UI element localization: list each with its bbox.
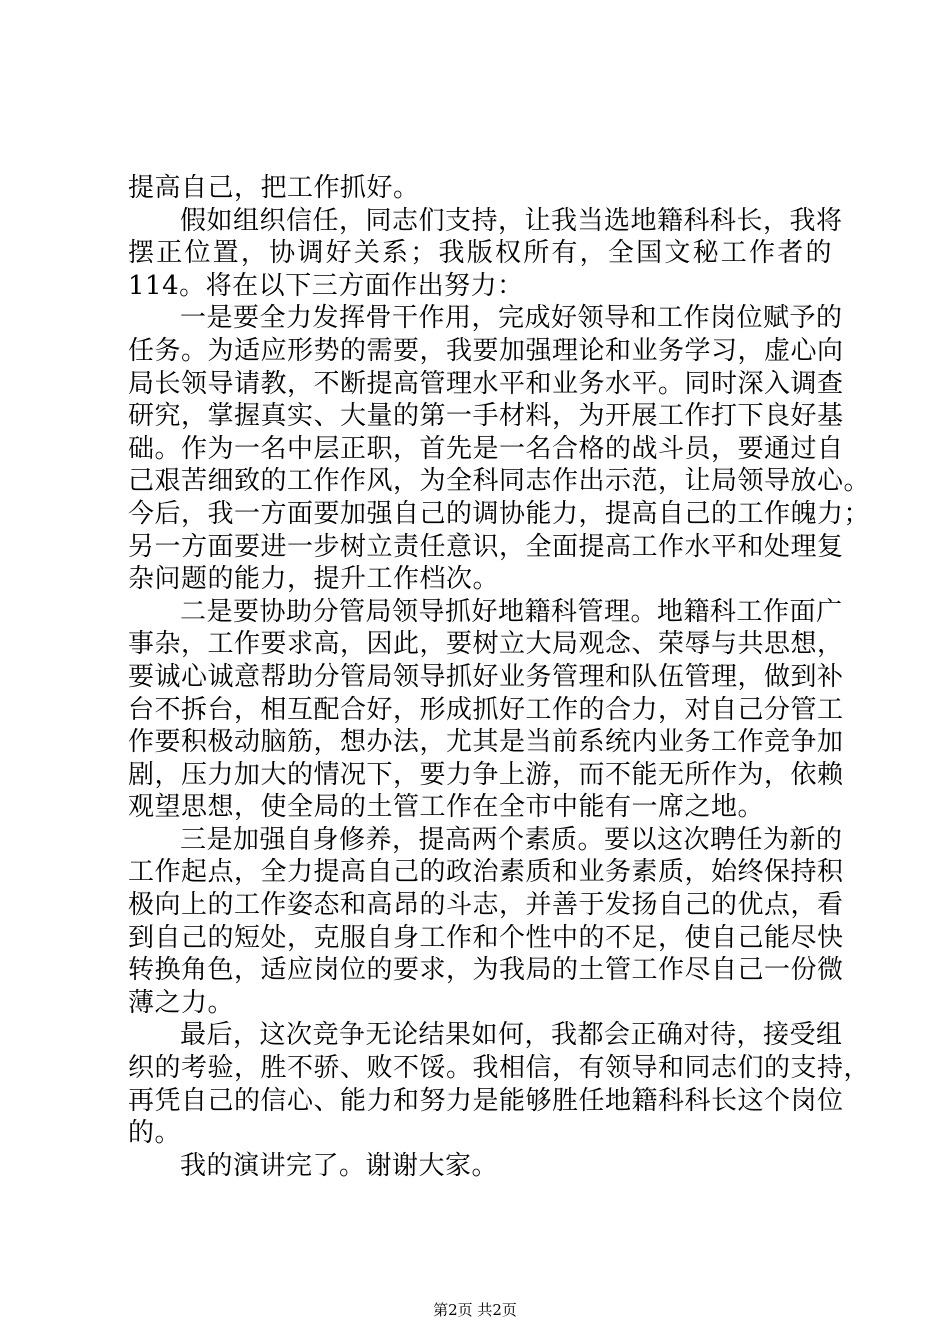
text-line: 局长领导请教，不断提高管理水平和业务水平。同时深入调查 — [128, 368, 844, 399]
text-line: 到自己的短处，克服自身工作和个性中的不足，使自己能尽快 — [128, 922, 844, 953]
text-line: 任务。为适应形势的需要，我要加强理论和业务学习，虚心向 — [128, 335, 844, 366]
text-line: 台不拆台，相互配合好，形成抓好工作的合力，对自己分管工 — [128, 694, 844, 725]
text-line: 剧，压力加大的情况下，要力争上游，而不能无所作为，依赖 — [128, 759, 844, 790]
text-line: 今后，我一方面要加强自己的调协能力，提高自己的工作魄力； — [128, 498, 871, 529]
text-line: 另一方面要进一步树立责任意识，全面提高工作水平和处理复 — [128, 531, 844, 562]
text-line: 的。 — [128, 1118, 182, 1149]
document-body — [128, 172, 871, 1182]
text-line: 最后，这次竞争无论结果如何，我都会正确对待，接受组 — [180, 1020, 843, 1051]
text-line: 假如组织信任，同志们支持，让我当选地籍科科长，我将 — [180, 205, 843, 236]
text-line: 事杂，工作要求高，因此，要树立大局观念、荣辱与共思想， — [128, 629, 844, 660]
text-line: 我的演讲完了。谢谢大家。 — [180, 1150, 499, 1181]
text-line: 转换角色，适应岗位的要求，为我局的土管工作尽自己一份微 — [128, 955, 844, 986]
text-line: 提高自己，把工作抓好。 — [128, 173, 420, 203]
text-line: 薄之力。 — [128, 987, 235, 1018]
text-line: 一是要全力发挥骨干作用，完成好领导和工作岗位赋予的 — [180, 303, 843, 334]
text-line: 摆正位置，协调好关系；我版权所有，全国文秘工作者的 — [128, 238, 832, 269]
text-line: 作要积极动脑筋，想办法，尤其是当前系统内业务工作竞争加 — [128, 727, 844, 758]
text-line: 极向上的工作姿态和高昂的斗志，并善于发扬自己的优点，看 — [128, 890, 844, 921]
page-number-footer: 第2页 共2页 — [433, 1301, 517, 1319]
text-line: 二是要协助分管局领导抓好地籍科管理。地籍科工作面广 — [180, 596, 843, 627]
text-line: 工作起点，全力提高自己的政治素质和业务素质，始终保持积 — [128, 857, 844, 888]
text-line: 己艰苦细致的工作作风，为全科同志作出示范，让局领导放心。 — [128, 466, 871, 497]
text-line: 础。作为一名中层正职，首先是一名合格的战斗员，要通过自 — [128, 433, 844, 464]
text-line: 织的考验，胜不骄、败不馁。我相信，有领导和同志们的支持， — [128, 1053, 871, 1084]
text-line: 观望思想，使全局的土管工作在全市中能有一席之地。 — [128, 792, 765, 823]
text-line: 再凭自己的信心、能力和努力是能够胜任地籍科科长这个岗位 — [128, 1085, 844, 1116]
text-line: 114。将在以下三方面作出努力： — [128, 270, 524, 301]
text-line: 三是加强自身修养，提高两个素质。要以这次聘任为新的 — [180, 824, 843, 855]
text-line: 要诚心诚意帮助分管局领导抓好业务管理和队伍管理，做到补 — [128, 661, 844, 692]
text-line: 杂问题的能力，提升工作档次。 — [128, 564, 500, 595]
text-line: 研究，掌握真实、大量的第一手材料，为开展工作打下良好基 — [128, 401, 844, 432]
